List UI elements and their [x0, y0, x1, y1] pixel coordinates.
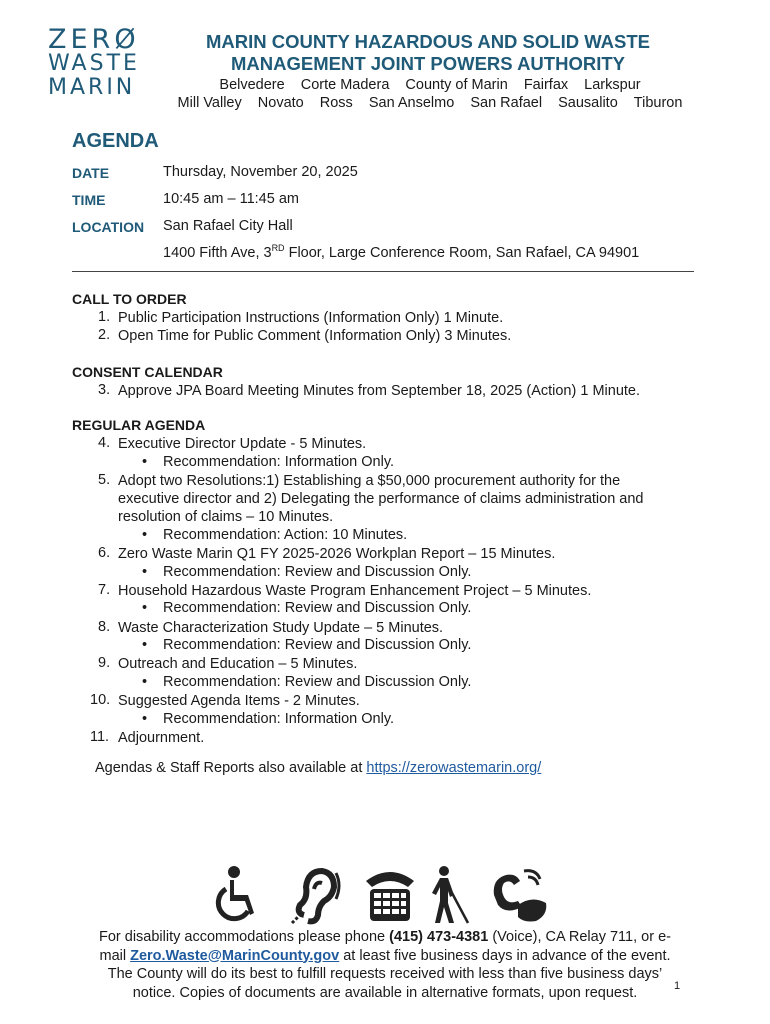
notice-line-1	[70, 928, 700, 947]
item-number: 6.	[98, 545, 111, 561]
item-number: 9.	[98, 655, 111, 671]
consent-calendar-heading: CONSENT CALENDAR	[72, 364, 223, 380]
member-city: Tiburon	[633, 95, 683, 111]
date-label: DATE	[72, 165, 110, 181]
availability-note	[95, 760, 541, 776]
recommendation: Recommendation: Information Only.	[163, 711, 395, 727]
member-city: Mill Valley	[177, 95, 242, 111]
agenda-item-5-line-1: Adopt two Resolutions:1) Establishing a $50,000 procurement authority for the	[118, 473, 621, 489]
agenda-item-4: Executive Director Update - 5 Minutes.	[118, 436, 367, 452]
recommendation: Recommendation: Action: 10 Minutes.	[163, 527, 408, 543]
item-number: 2.	[98, 327, 111, 343]
recommendation: Recommendation: Information Only.	[163, 454, 395, 470]
member-city: San Rafael	[470, 95, 543, 111]
bullet: •	[142, 454, 148, 470]
notice-line-4: notice. Copies of documents are available in alternative formats, upon request.	[132, 984, 638, 1001]
address-rest: Floor, Large Conference Room, San Rafael, CA 94901	[284, 244, 640, 261]
agenda-item-9: Outreach and Education – 5 Minutes.	[118, 656, 358, 672]
item-number: 3.	[98, 382, 111, 398]
member-cities-row-1	[160, 77, 700, 93]
agenda-item-2: Open Time for Public Comment (Information Only) 3 Minutes.	[118, 328, 512, 344]
member-cities-row-2	[160, 95, 700, 111]
recommendation: Recommendation: Review and Discussion Only.	[163, 674, 472, 690]
sign-language-icon	[488, 865, 550, 925]
item-number: 7.	[98, 582, 111, 598]
member-city: Sausalito	[558, 95, 618, 111]
header-divider	[72, 271, 694, 272]
title-line-1: MARIN COUNTY HAZARDOUS AND SOLID WASTE	[206, 31, 650, 52]
tty-phone-icon	[362, 865, 418, 925]
agenda-item-7: Household Hazardous Waste Program Enhancement Project – 5 Minutes.	[118, 583, 592, 599]
agenda-item-10: Suggested Agenda Items - 2 Minutes.	[118, 693, 360, 709]
recommendation: Recommendation: Review and Discussion Only.	[163, 564, 472, 580]
bullet: •	[142, 527, 148, 543]
agenda-item-5-line-3: resolution of claims – 10 Minutes.	[118, 509, 334, 525]
agenda-item-5-line-2: executive director and 2) Delegating the performance of claims administration and	[118, 491, 644, 507]
phone-number: (415) 473-4381	[389, 929, 489, 945]
notice-advance: at least five business days in advance of the event.	[339, 947, 671, 964]
bullet: •	[142, 564, 148, 580]
agenda-item-8: Waste Characterization Study Update – 5 Minutes.	[118, 620, 444, 636]
member-city: County of Marin	[405, 77, 508, 93]
time-value: 10:45 am – 11:45 am	[163, 191, 299, 207]
bullet: •	[142, 711, 148, 727]
member-city: Fairfax	[523, 77, 569, 93]
wheelchair-icon	[212, 865, 264, 925]
availability-text: Agendas & Staff Reports also available at	[95, 760, 367, 776]
address-street: 1400 Fifth Ave, 3	[163, 244, 272, 261]
agenda-item-6: Zero Waste Marin Q1 FY 2025-2026 Workplan Report – 15 Minutes.	[118, 546, 556, 562]
item-number: 5.	[98, 472, 111, 488]
agenda-item-1: Public Participation Instructions (Information Only) 1 Minute.	[118, 310, 504, 326]
agenda-item-3: Approve JPA Board Meeting Minutes from September 18, 2025 (Action) 1 Minute.	[118, 383, 640, 399]
item-number: 8.	[98, 619, 111, 635]
member-city: Novato	[257, 95, 304, 111]
blind-cane-icon	[430, 865, 470, 925]
member-city: San Anselmo	[368, 95, 455, 111]
notice-line-3: The County will do its best to fulfill requests received with less than five business days’	[107, 966, 663, 982]
logo-line-3: MARIN	[48, 75, 136, 100]
item-number: 4.	[98, 435, 111, 451]
member-city: Belvedere	[219, 77, 285, 93]
address-floor-suffix: RD	[271, 243, 285, 253]
item-number: 10.	[90, 692, 111, 708]
bullet: •	[142, 637, 148, 653]
notice-relay: (Voice), CA Relay 711, or e-	[488, 929, 671, 945]
member-city: Ross	[319, 95, 353, 111]
call-to-order-heading: CALL TO ORDER	[72, 291, 187, 307]
accessibility-icons	[212, 865, 562, 927]
zero-waste-marin-logo	[48, 24, 158, 100]
disability-accommodations-notice	[70, 928, 700, 1002]
page-number: 1	[674, 980, 681, 992]
item-number: 1.	[98, 309, 111, 325]
notice-email-intro: mail	[99, 947, 131, 964]
agenda-item-11: Adjournment.	[118, 730, 205, 746]
notice-phone-intro: For disability accommodations please phone	[98, 929, 390, 945]
bullet: •	[142, 600, 148, 616]
agenda-heading: AGENDA	[72, 130, 159, 152]
location-address	[163, 243, 639, 261]
recommendation: Recommendation: Review and Discussion Only.	[163, 637, 472, 653]
email-link[interactable]: Zero.Waste@MarinCounty.gov	[130, 947, 340, 964]
recommendation: Recommendation: Review and Discussion Only.	[163, 600, 472, 616]
date-value: Thursday, November 20, 2025	[163, 164, 358, 180]
website-link[interactable]: https://zerowastemarin.org/	[366, 760, 542, 776]
location-label: LOCATION	[72, 219, 145, 235]
member-city: Corte Madera	[300, 77, 390, 93]
regular-agenda-heading: REGULAR AGENDA	[72, 417, 206, 433]
time-label: TIME	[72, 192, 106, 208]
member-city: Larkspur	[584, 77, 641, 93]
notice-line-2	[70, 947, 700, 966]
location-value: San Rafael City Hall	[163, 218, 293, 234]
organization-title	[178, 31, 678, 75]
logo-line-1: ZERØ	[48, 24, 140, 55]
bullet: •	[142, 674, 148, 690]
item-number: 11.	[90, 729, 110, 745]
logo-line-2: WASTE	[48, 51, 140, 76]
hearing-assist-icon	[290, 865, 342, 925]
title-line-2: MANAGEMENT JOINT POWERS AUTHORITY	[231, 53, 625, 74]
